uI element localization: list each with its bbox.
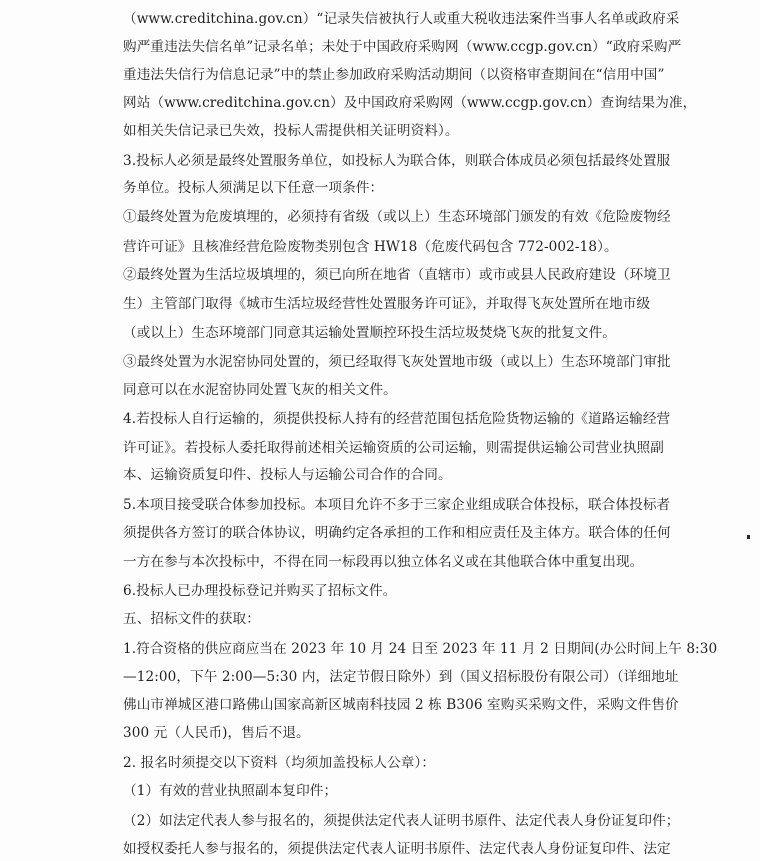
scan-speck <box>747 535 750 539</box>
text-line: 6.投标人已办理投标登记并购买了招标文件。 <box>123 583 397 599</box>
text-line: 本、运输资质复印件、投标人与运输公司合作的合同。 <box>123 467 452 483</box>
text-line: 重违法失信行为信息记录”中的禁止参加政府采购活动期间（以资格审查期间在“信用中国” <box>123 67 665 83</box>
text-line: 须提供各方签订的联合体协议，明确约定各承担的工作和相应责任及主体方。联合体的任何 <box>123 525 671 541</box>
text-line: 佛山市禅城区港口路佛山国家高新区城南科技园 2 栋 B306 室购买采购文件，采购文件售价 <box>123 697 679 713</box>
text-line: （2）如法定代表人参与报名的，须提供法定代表人证明书原件、法定代表人身份证复印件； <box>123 813 680 829</box>
text-line: 购严重违法失信名单”记录名单；未处于中国政府采购网（www.ccgp.gov.cn）“政府采购严 <box>123 39 682 55</box>
text-line: 生）主管部门取得《城市生活垃圾经营性处置服务许可证》，并取得飞灰处置所在地市级 <box>123 296 651 312</box>
text-line: 2. 报名时须提交以下资料（均须加盖投标人公章）： <box>123 755 436 771</box>
text-line: 同意可以在水泥窑协同处置飞灰的相关文件。 <box>123 382 397 398</box>
text-line: 1.符合资格的供应商应当在 2023 年 10 月 24 日至 2023 年 11 月 2 日期间(办公时间上午 8:30 <box>123 641 718 657</box>
section-heading: 五、招标文件的获取： <box>123 611 260 627</box>
text-line: （www.creditchina.gov.cn）“记录失信被执行人或重大税收违法案件当事人名单或政府采 <box>123 11 680 27</box>
text-line: 300 元（人民币)，售后不退。 <box>123 725 310 741</box>
text-line: （或以上）生态环境部门同意其运输处置顺控环投生活垃圾焚烧飞灰的批复文件。 <box>123 325 616 341</box>
text-line: 营许可证》且核准经营危险废物类别包含 HW18（危废代码包含 772-002-18）。 <box>123 239 618 255</box>
text-line: ①最终处置为危废填埋的，必须持有省级（或以上）生态环境部门颁发的有效《危险废物经 <box>123 209 671 225</box>
text-line: —12:00，下午 2:00—5:30 内，法定节假日除外）到（国义招标股份有限公司）（详细地址 <box>123 669 679 685</box>
text-line: 4.若投标人自行运输的，须提供投标人持有的经营范围包括危险货物运输的《道路运输经营 <box>123 411 671 427</box>
text-line: 网站（www.creditchina.gov.cn）及中国政府采购网（www.ccgp.gov.cn）查询结果为准， <box>123 95 697 111</box>
text-line: 许可证》。若投标人委托取得前述相关运输资质的公司运输，则需提供运输公司营业执照副 <box>123 440 664 456</box>
text-line: ②最终处置为生活垃圾填埋的，须已向所在地省（直辖市）或市或县人民政府建设（环境卫 <box>123 267 671 283</box>
text-line: 一方在参与本次投标中，不得在同一标段再以独立体名义或在其他联合体中重复出现。 <box>123 554 644 570</box>
text-line: （1）有效的营业执照副本复印件； <box>123 783 338 799</box>
text-line: ③最终处置为水泥窑协同处置的，须已经取得飞灰处置地市级（或以上）生态环境部门审批 <box>123 354 671 370</box>
text-line: 如相关失信记录已失效，投标人需提供相关证明资料）。 <box>123 123 459 139</box>
text-line: 务单位。投标人须满足以下任意一项条件： <box>123 180 384 196</box>
text-line: 如授权委托人参与报名的，须提供法定代表人证明书原件、法定代表人身份证复印件、法定 <box>123 841 671 857</box>
text-line: 5.本项目接受联合体参加投标。本项目允许不多于三家企业组成联合体投标，联合体投标者 <box>123 497 671 513</box>
text-line: 3.投标人必须是最终处置服务单位，如投标人为联合体，则联合体成员必须包括最终处置服 <box>123 153 671 169</box>
